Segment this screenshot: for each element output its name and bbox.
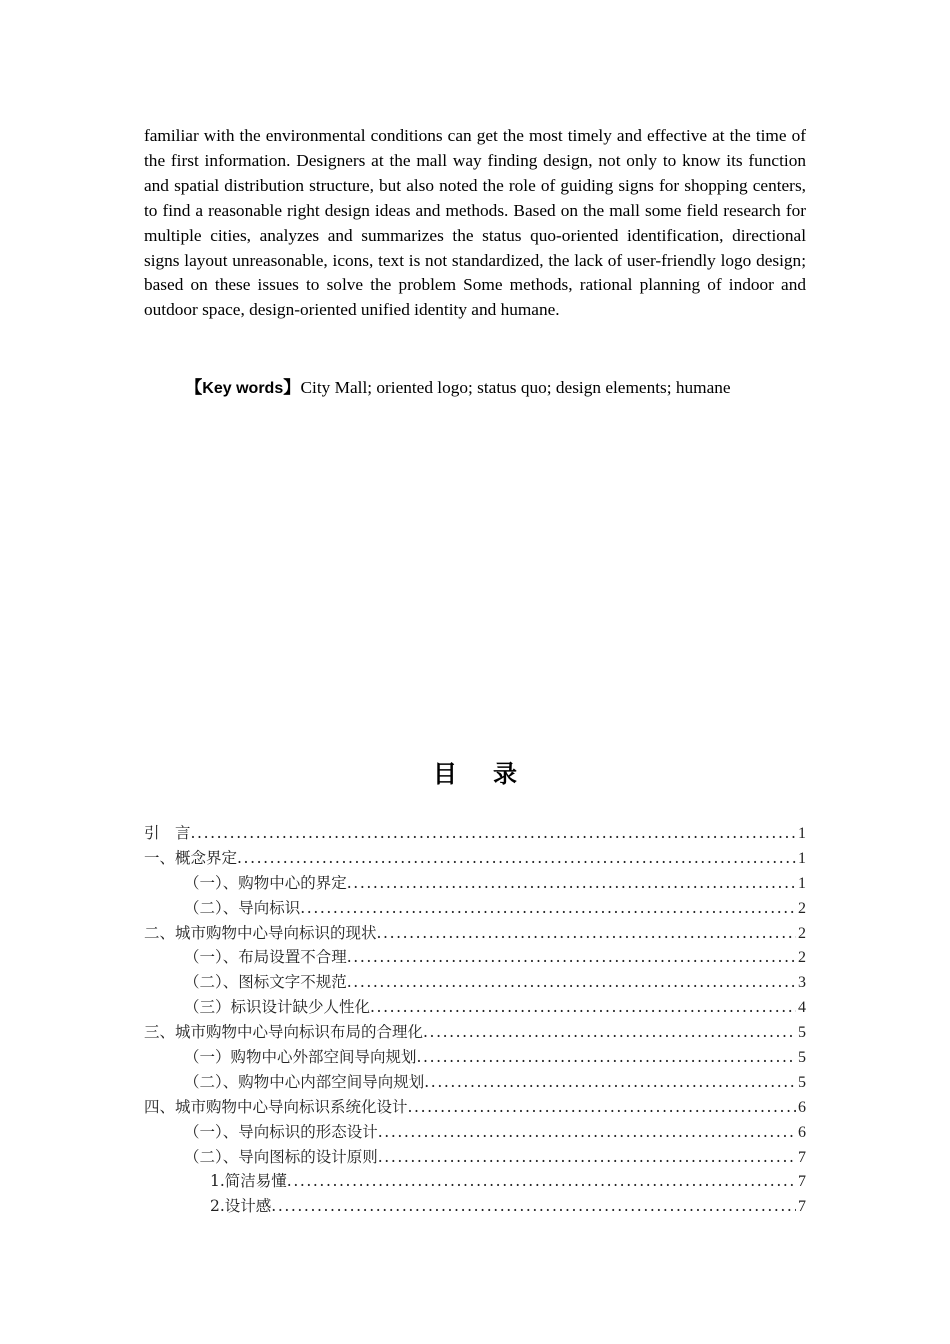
toc-leader-dots: [423, 1020, 796, 1045]
toc-entry[interactable]: [144, 846, 806, 871]
toc-entry-page: 2: [798, 924, 806, 942]
toc-leader-dots: [287, 1169, 796, 1194]
toc-entry[interactable]: [144, 1145, 806, 1170]
toc-entry-page: 7: [798, 1173, 806, 1191]
toc-entry-page: 5: [798, 1049, 806, 1067]
toc-leader-dots: [378, 1145, 796, 1170]
toc-leader-dots: [408, 1095, 796, 1120]
toc-entry-text: 引 言: [144, 824, 191, 842]
abstract-paragraph: familiar with the environmental conditions can get the most timely and effective at the time of the first information. Designers at the mall way finding design, not only to know its function and spatial distribution structure, but also noted the role of guiding signs for shopping centers, to find a reasonable right design ideas and methods. Based on the mall some field research for multiple cities, analyzes and summarizes the status quo-oriented identification, directional signs layout unreasonable, icons, text is not standardized, the lack of user-friendly logo design; based on these issues to solve the problem Some methods, rational planning of indoor and outdoor space, design-oriented unified identity and humane.: [144, 126, 806, 320]
toc-entry[interactable]: [144, 821, 806, 846]
toc-leader-dots: [191, 821, 796, 846]
table-of-contents: [144, 821, 806, 1219]
toc-entry-page: 5: [798, 1073, 806, 1091]
toc-entry-text: （一）、布局设置不合理: [184, 948, 347, 967]
toc-entry-text: （三）标识设计缺少人性化: [184, 998, 371, 1017]
toc-entry-page: 7: [798, 1148, 806, 1166]
toc-entry-page: 7: [798, 1198, 806, 1216]
toc-entry-page: 6: [798, 1098, 806, 1116]
toc-leader-dots: [347, 871, 796, 896]
toc-leader-dots: [237, 846, 796, 871]
toc-entry-text: 2.设计感: [210, 1197, 272, 1216]
toc-entry-page: 1: [798, 849, 806, 867]
toc-leader-dots: [271, 1194, 796, 1219]
toc-leader-dots: [424, 1070, 796, 1095]
toc-leader-dots: [378, 1120, 796, 1145]
toc-entry-text: （一）购物中心外部空间导向规划: [184, 1048, 417, 1067]
toc-title: 目录: [433, 760, 553, 788]
toc-entry-text: 四、城市购物中心导向标识系统化设计: [144, 1097, 408, 1116]
toc-entry-page: 1: [798, 874, 806, 892]
toc-entry[interactable]: [144, 1194, 806, 1219]
toc-entry[interactable]: [144, 995, 806, 1020]
toc-entry-text: 三、城市购物中心导向标识布局的合理化: [144, 1023, 424, 1042]
toc-entry[interactable]: [144, 921, 806, 946]
toc-entry-text: （一）、导向标识的形态设计: [184, 1122, 378, 1141]
toc-entry-page: 5: [798, 1024, 806, 1042]
toc-entry[interactable]: [144, 1120, 806, 1145]
keywords-line: [185, 373, 885, 398]
toc-entry-text: （二）、图标文字不规范: [184, 973, 347, 992]
toc-entry[interactable]: [144, 1095, 806, 1120]
toc-entry-text: 1.简洁易懂: [210, 1172, 287, 1191]
toc-entry[interactable]: [144, 1020, 806, 1045]
toc-entry-text: 二、城市购物中心导向标识的现状: [144, 923, 377, 942]
toc-entry[interactable]: [144, 871, 806, 896]
toc-leader-dots: [417, 1045, 796, 1070]
toc-entry[interactable]: [144, 896, 806, 921]
toc-leader-dots: [370, 995, 796, 1020]
toc-entry-page: 1: [798, 825, 806, 842]
toc-entry-text: （二）、导向图标的设计原则: [184, 1147, 378, 1166]
toc-entry-text: （二）、导向标识: [184, 898, 301, 917]
toc-leader-dots: [347, 945, 796, 970]
toc-entry-text: 一、概念界定: [144, 848, 238, 867]
toc-entry-page: 2: [798, 899, 806, 917]
toc-entry[interactable]: [144, 1169, 806, 1194]
toc-entry-text: （一）、购物中心的界定: [184, 873, 347, 892]
toc-entry-page: 4: [798, 999, 806, 1017]
keywords-value: City Mall; oriented logo; status quo; design elements; humane: [300, 378, 731, 397]
toc-entry[interactable]: [144, 945, 806, 970]
keywords-label: Key words: [202, 380, 284, 397]
toc-leader-dots: [377, 921, 796, 946]
toc-entry-text: （二）、购物中心内部空间导向规划: [184, 1072, 425, 1091]
toc-leader-dots: [347, 970, 796, 995]
keywords-close-bracket: 】: [283, 378, 301, 398]
toc-leader-dots: [300, 896, 796, 921]
toc-entry[interactable]: [144, 1070, 806, 1095]
toc-entry-page: 6: [798, 1123, 806, 1141]
toc-entry[interactable]: [144, 970, 806, 995]
toc-entry-page: 2: [798, 949, 806, 967]
toc-entry[interactable]: [144, 1045, 806, 1070]
toc-entry-page: 3: [798, 974, 806, 992]
keywords-open-bracket: 【: [185, 378, 203, 398]
